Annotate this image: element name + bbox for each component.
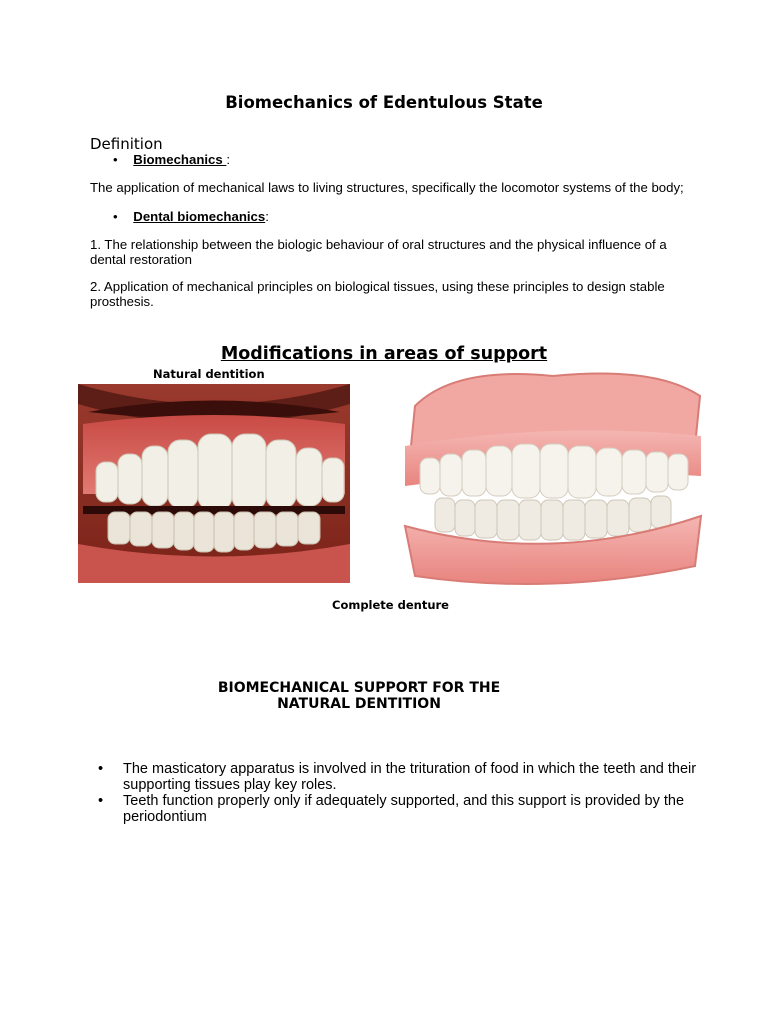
document-title: Biomechanics of Edentulous State <box>225 93 543 112</box>
complete-denture-image <box>395 366 711 592</box>
modifications-heading: Modifications in areas of support <box>220 344 548 364</box>
term-colon: : <box>265 209 269 224</box>
point-2: 2. Application of mechanical principles on biological tissues, using these principles to design stable prosthesis. <box>90 279 665 309</box>
support-heading-line2: NATURAL DENTITION <box>277 696 441 712</box>
bullet-glyph: • <box>113 209 118 224</box>
definition-heading: Definition <box>90 135 163 153</box>
natural-dentition-illustration <box>78 384 350 583</box>
term-colon: : <box>226 152 231 167</box>
term-dental-biomechanics: Dental biomechanics <box>133 209 266 224</box>
natural-dentition-caption: Natural dentition <box>153 367 265 381</box>
support-bullet-list <box>98 761 698 825</box>
support-heading-line1: BIOMECHANICAL SUPPORT FOR THE <box>217 680 501 696</box>
bullet-glyph: • <box>98 793 104 809</box>
complete-denture-caption: Complete denture <box>332 598 449 612</box>
bullet-glyph: • <box>113 152 118 167</box>
bullet-biomechanics <box>113 152 230 167</box>
list-item-text: Teeth function properly only if adequately supported, and this support is provided by the periodontium <box>123 793 685 825</box>
list-item <box>98 761 698 793</box>
list-item-text: The masticatory apparatus is involved in the trituration of food in which the teeth and their supporting tissues play key roles. <box>123 761 697 793</box>
bullet-dental-biomechanics <box>113 209 269 224</box>
point-1: 1. The relationship between the biologic behaviour of oral structures and the physical influence of a dental restoration <box>90 237 667 267</box>
support-heading <box>200 680 518 712</box>
term-biomechanics: Biomechanics <box>133 152 227 167</box>
complete-denture-illustration <box>395 366 711 592</box>
natural-dentition-image <box>78 384 350 583</box>
biomechanics-definition: The application of mechanical laws to living structures, specifically the locomotor systems of the body; <box>90 180 684 195</box>
bullet-glyph: • <box>98 761 104 777</box>
list-item <box>98 793 698 825</box>
